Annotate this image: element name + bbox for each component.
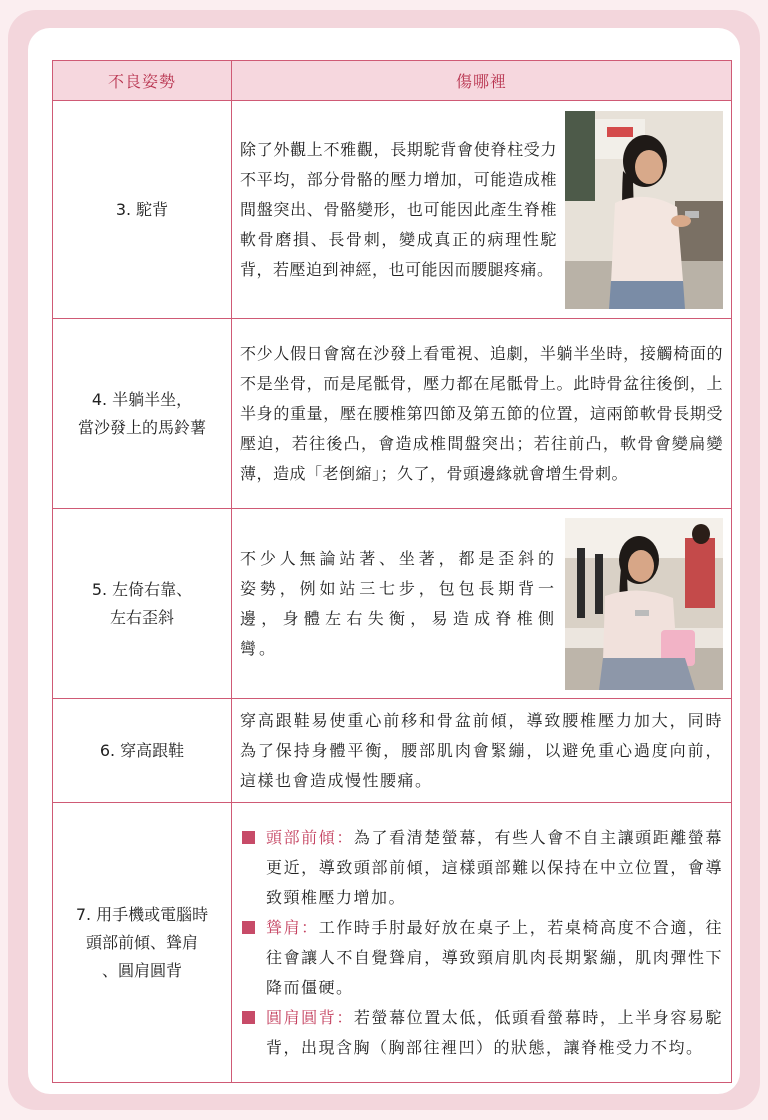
posture-label: 頭部前傾、聳肩 — [85, 932, 198, 952]
posture-table — [52, 60, 732, 1083]
list-item — [240, 823, 723, 913]
square-bullet-icon — [242, 831, 255, 844]
content-card — [28, 28, 740, 1094]
bullet-term: 頭部前傾： — [266, 827, 354, 847]
posture-cell — [53, 319, 232, 509]
bullet-text: 工作時手肘最好放在桌子上，若桌椅高度不合適，往往會讓人不自覺聳肩，導致頸肩肌肉長期緊繃，肌肉彈性下降而僵硬。 — [266, 917, 723, 997]
bullet-text: 為了看清楚螢幕，有些人會不自主讓頭距離螢幕更近，導致頭部前傾，這樣頭部難以保持在中立位置，會導致頸椎壓力增加。 — [266, 827, 723, 907]
bullet-text: 若螢幕位置太低，低頭看螢幕時，上半身容易駝背，出現含胸（胸部往裡凹）的狀態，讓脊椎受力不均。 — [266, 1007, 723, 1057]
square-bullet-icon — [242, 1011, 255, 1024]
posture-label: 4. 半躺半坐， — [91, 389, 193, 409]
list-item — [240, 913, 723, 1003]
harm-text: 除了外觀上不雅觀，長期駝背會使脊柱受力不平均，部分骨骼的壓力增加，可能造成椎間盤突出、骨骼變形，也可能因此產生脊椎軟骨磨損、長骨刺，變成真正的病理性駝背，若壓迫到神經，也可能因而腰腿疼痛。 — [240, 139, 557, 279]
table-row — [53, 101, 732, 319]
table-row — [53, 803, 732, 1083]
table-row — [53, 319, 732, 509]
harm-text: 穿高跟鞋易使重心前移和骨盆前傾，導致腰椎壓力加大，同時為了保持身體平衡，腰部肌肉會緊繃，以避免重心過度向前，這樣也會造成慢性腰痛。 — [240, 710, 723, 790]
posture-label: 當沙發上的馬鈴薯 — [77, 417, 206, 437]
harm-text: 不少人無論站著、坐著，都是歪斜的姿勢，例如站三七步，包包長期背一邊，身體左右失衡，易造成脊椎側彎。 — [240, 548, 557, 658]
posture-cell — [53, 803, 232, 1083]
harm-cell — [232, 699, 732, 803]
posture-label: 、圓肩圓背 — [101, 960, 182, 980]
harm-cell — [232, 803, 732, 1083]
posture-label: 5. 左倚右靠、 — [91, 579, 193, 599]
header-harm: 傷哪裡 — [232, 61, 732, 101]
posture-label: 3. 駝背 — [115, 199, 169, 219]
posture-cell — [53, 509, 232, 699]
table-header-row — [53, 61, 732, 101]
bullet-term: 聳肩： — [266, 917, 319, 937]
table-row — [53, 509, 732, 699]
harm-cell — [232, 101, 732, 319]
harm-cell — [232, 319, 732, 509]
posture-label: 7. 用手機或電腦時 — [75, 904, 209, 924]
harm-text: 不少人假日會窩在沙發上看電視、追劇，半躺半坐時，接觸椅面的不是坐骨，而是尾骶骨，壓力都在尾骶骨上。此時骨盆往後倒，上半身的重量，壓在腰椎第四節及第五節的位置，這兩節軟骨長期受壓迫，若往後凸，會造成椎間盤突出；若往前凸，軟骨會變扁變薄，造成「老倒縮」；久了，骨頭邊緣就會增生骨刺。 — [240, 343, 723, 483]
harm-cell — [232, 509, 732, 699]
header-posture: 不良姿勢 — [53, 61, 232, 101]
posture-cell — [53, 699, 232, 803]
bullet-term: 圓肩圓背： — [266, 1007, 354, 1027]
list-item — [240, 1003, 723, 1063]
photo-girl-leaning — [565, 518, 723, 690]
page-frame — [8, 10, 760, 1110]
posture-cell — [53, 101, 232, 319]
posture-label: 左右歪斜 — [109, 607, 174, 627]
table-row — [53, 699, 732, 803]
photo-girl-hunched — [565, 111, 723, 309]
square-bullet-icon — [242, 921, 255, 934]
posture-label: 6. 穿高跟鞋 — [99, 740, 185, 760]
